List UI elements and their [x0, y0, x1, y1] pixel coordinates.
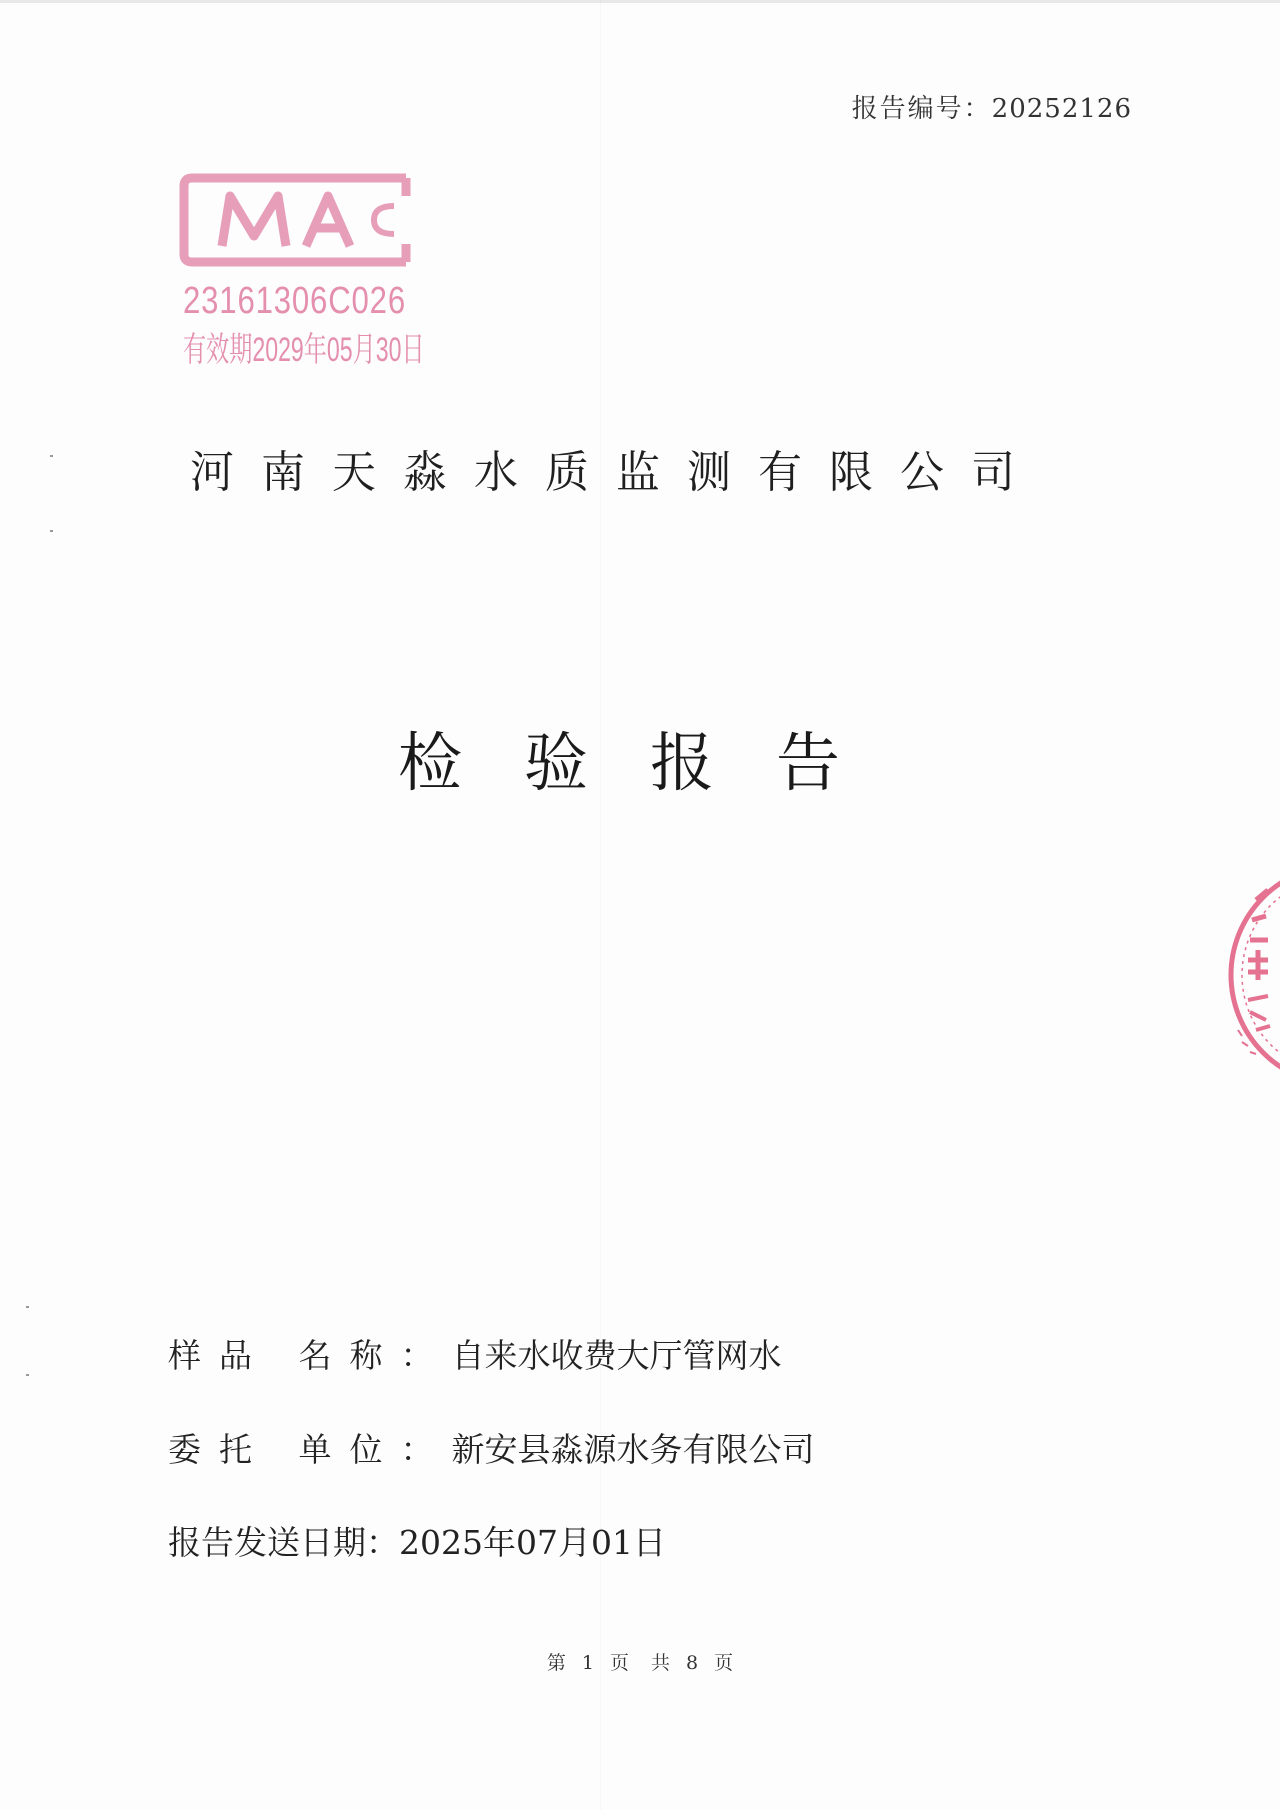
page-total: 8	[686, 1652, 699, 1674]
page-unit: 页	[609, 1652, 629, 1674]
sample-name-row	[168, 1330, 782, 1377]
scan-edge	[0, 0, 1280, 3]
scan-speck	[50, 455, 53, 457]
send-date-row	[168, 1517, 666, 1564]
total-prefix: 共	[651, 1652, 671, 1674]
client-value: 新安县淼源水务有限公司	[451, 1430, 815, 1469]
scan-speck	[50, 530, 53, 532]
page-current: 1	[581, 1652, 594, 1674]
report-number	[852, 88, 1132, 125]
company-seal-stamp	[1216, 860, 1280, 1090]
send-date-value: 2025年07月01日	[399, 1523, 666, 1562]
client-row	[168, 1424, 815, 1471]
send-date-label: 报告发送日期：	[168, 1523, 399, 1562]
document-title: 检验报告	[398, 727, 902, 801]
report-number-label: 报告编号：	[851, 94, 992, 124]
page-indicator	[0, 1648, 1280, 1675]
cma-seal-code: 23161306C026	[183, 280, 406, 322]
company-name: 河南天淼水质监测有限公司	[190, 447, 1042, 498]
cma-seal-validity: 有效期2029年05月30日	[183, 331, 425, 369]
page-prefix: 第	[546, 1652, 566, 1674]
scan-speck	[26, 1374, 29, 1376]
sample-name-label: 样品 名称：	[168, 1336, 452, 1375]
scan-speck	[26, 1306, 29, 1308]
client-label: 委托 单位：	[168, 1430, 452, 1469]
total-unit: 页	[714, 1652, 734, 1674]
sample-name-value: 自来水收费大厅管网水	[451, 1336, 782, 1375]
report-number-value: 20252126	[991, 94, 1132, 124]
